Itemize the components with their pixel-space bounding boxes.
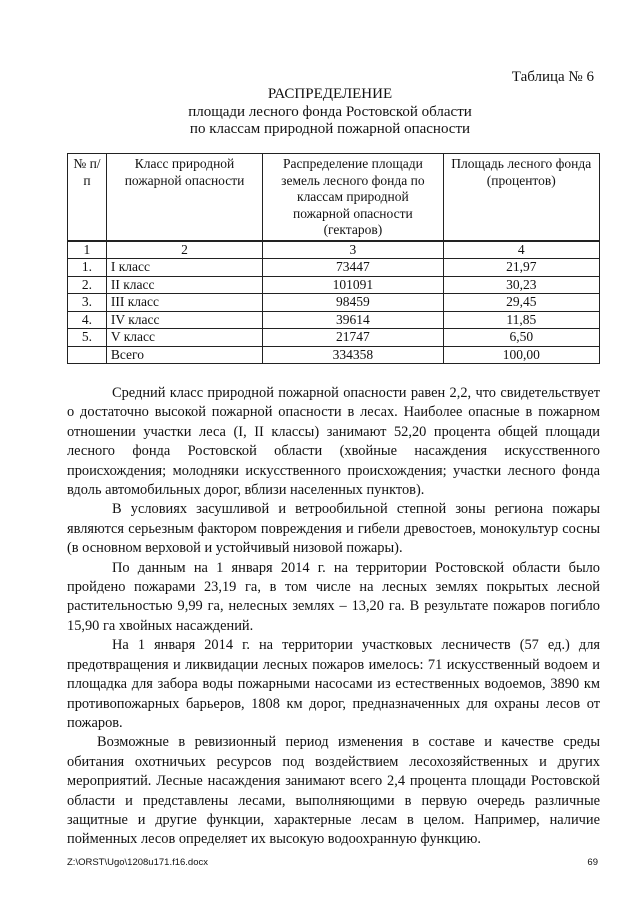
row-number: 5.	[68, 329, 107, 347]
row-percent: 11,85	[443, 311, 599, 329]
column-number: 1	[68, 241, 107, 259]
table-title: РАСПРЕДЕЛЕНИЕ	[267, 86, 393, 102]
row-number: 3.	[68, 294, 107, 312]
row-percent: 30,23	[443, 276, 599, 294]
row-area: 98459	[263, 294, 443, 312]
row-class: III класс	[106, 294, 262, 312]
paragraph: В условиях засушливой и ветрообильной степной зоны региона пожары являются серьезным фактором повреждения и гибели древостоев, монокультур сосны (в основном верховой и устойчивый низовой пожары).	[67, 501, 600, 557]
row-class: I класс	[106, 259, 262, 277]
header-class: Класс природной пожарной опасности	[106, 154, 262, 241]
table-subtitle-line-1: площади лесного фонда Ростовской области	[188, 103, 472, 120]
table-header-row	[68, 154, 600, 241]
table-subtitle-line-2: по классам природной пожарной опасности	[189, 121, 471, 137]
header-area-distribution: Распределение площади земель лесного фонда по классам природной пожарной опасности (гектаров)	[263, 154, 443, 241]
row-area: 73447	[263, 259, 443, 277]
table-row	[68, 259, 600, 277]
paragraph: По данным на 1 января 2014 г. на территории Ростовской области было пройдено пожарами 23,19 га, в том числе на лесных землях покрытых лесной растительностью 9,99 га, нелесных землях – 13,20 га. В результате пожаров погибло 15,90 га хвойных насаждений.	[67, 559, 600, 634]
row-number: 2.	[68, 276, 107, 294]
table-row	[68, 276, 600, 294]
header-number: № п/п	[68, 154, 107, 241]
row-percent: 29,45	[443, 294, 599, 312]
row-area: 101091	[263, 276, 443, 294]
column-number-row	[68, 241, 600, 259]
column-number: 4	[443, 241, 599, 259]
distribution-table	[67, 153, 600, 364]
total-label: Всего	[106, 346, 262, 364]
row-area: 39614	[263, 311, 443, 329]
paragraph: Средний класс природной пожарной опасности равен 2,2, что свидетельствует о достаточно высокой пожарной опасности в лесах. Наиболее опасные в пожарном отношении участки леса (I, II классы) занимают 52,20 процента общей площади лесного фонда Ростовской области (хвойные насаждения искусственного происхождения; молодняки искусственного происхождения; участки лесного фонда вдоль автомобильных дорог, вблизи населенных пунктов).	[67, 385, 600, 499]
total-area: 334358	[263, 346, 443, 364]
row-percent: 6,50	[443, 329, 599, 347]
table-row	[68, 329, 600, 347]
column-number: 3	[263, 241, 443, 259]
total-number	[68, 346, 107, 364]
paragraph: Возможные в ревизионный период изменения в составе и качестве среды обитания охотничьих ресурсов под воздействием лесохозяйственных и других мероприятий. Лесные насаждения занимают всего 2,4 процента площади Ростовской области и представлены лесами, выполняющими в первую очередь различные защитные и другие функции, характерные лесам в целом. Например, наличие пойменных лесов определяет их высокую водоохранную функцию.	[67, 734, 600, 848]
page-number: 69	[587, 857, 598, 868]
title-block	[60, 86, 600, 139]
row-number: 4.	[68, 311, 107, 329]
row-class: II класс	[106, 276, 262, 294]
header-area-percent: Площадь лесного фонда (процентов)	[443, 154, 599, 241]
footer-file-path: Z:\ORST\Ugo\1208u171.f16.docx	[67, 857, 208, 868]
row-class: V класс	[106, 329, 262, 347]
table-number: Таблица № 6	[511, 69, 594, 85]
row-number: 1.	[68, 259, 107, 277]
row-class: IV класс	[106, 311, 262, 329]
row-area: 21747	[263, 329, 443, 347]
body-text	[67, 384, 600, 850]
table-row	[68, 311, 600, 329]
row-percent: 21,97	[443, 259, 599, 277]
total-percent: 100,00	[443, 346, 599, 364]
column-number: 2	[106, 241, 262, 259]
paragraph: На 1 января 2014 г. на территории участковых лесничеств (57 ед.) для предотвращения и ликвидации лесных пожаров имелось: 71 искусственный водоем и площадка для забора воды пожарными насосами из естественных водоемов, 3890 км противопожарных барьеров, 1808 км дорог, предназначенных для охраны лесов от пожаров.	[67, 637, 600, 731]
table-total-row	[68, 346, 600, 364]
table-row	[68, 294, 600, 312]
